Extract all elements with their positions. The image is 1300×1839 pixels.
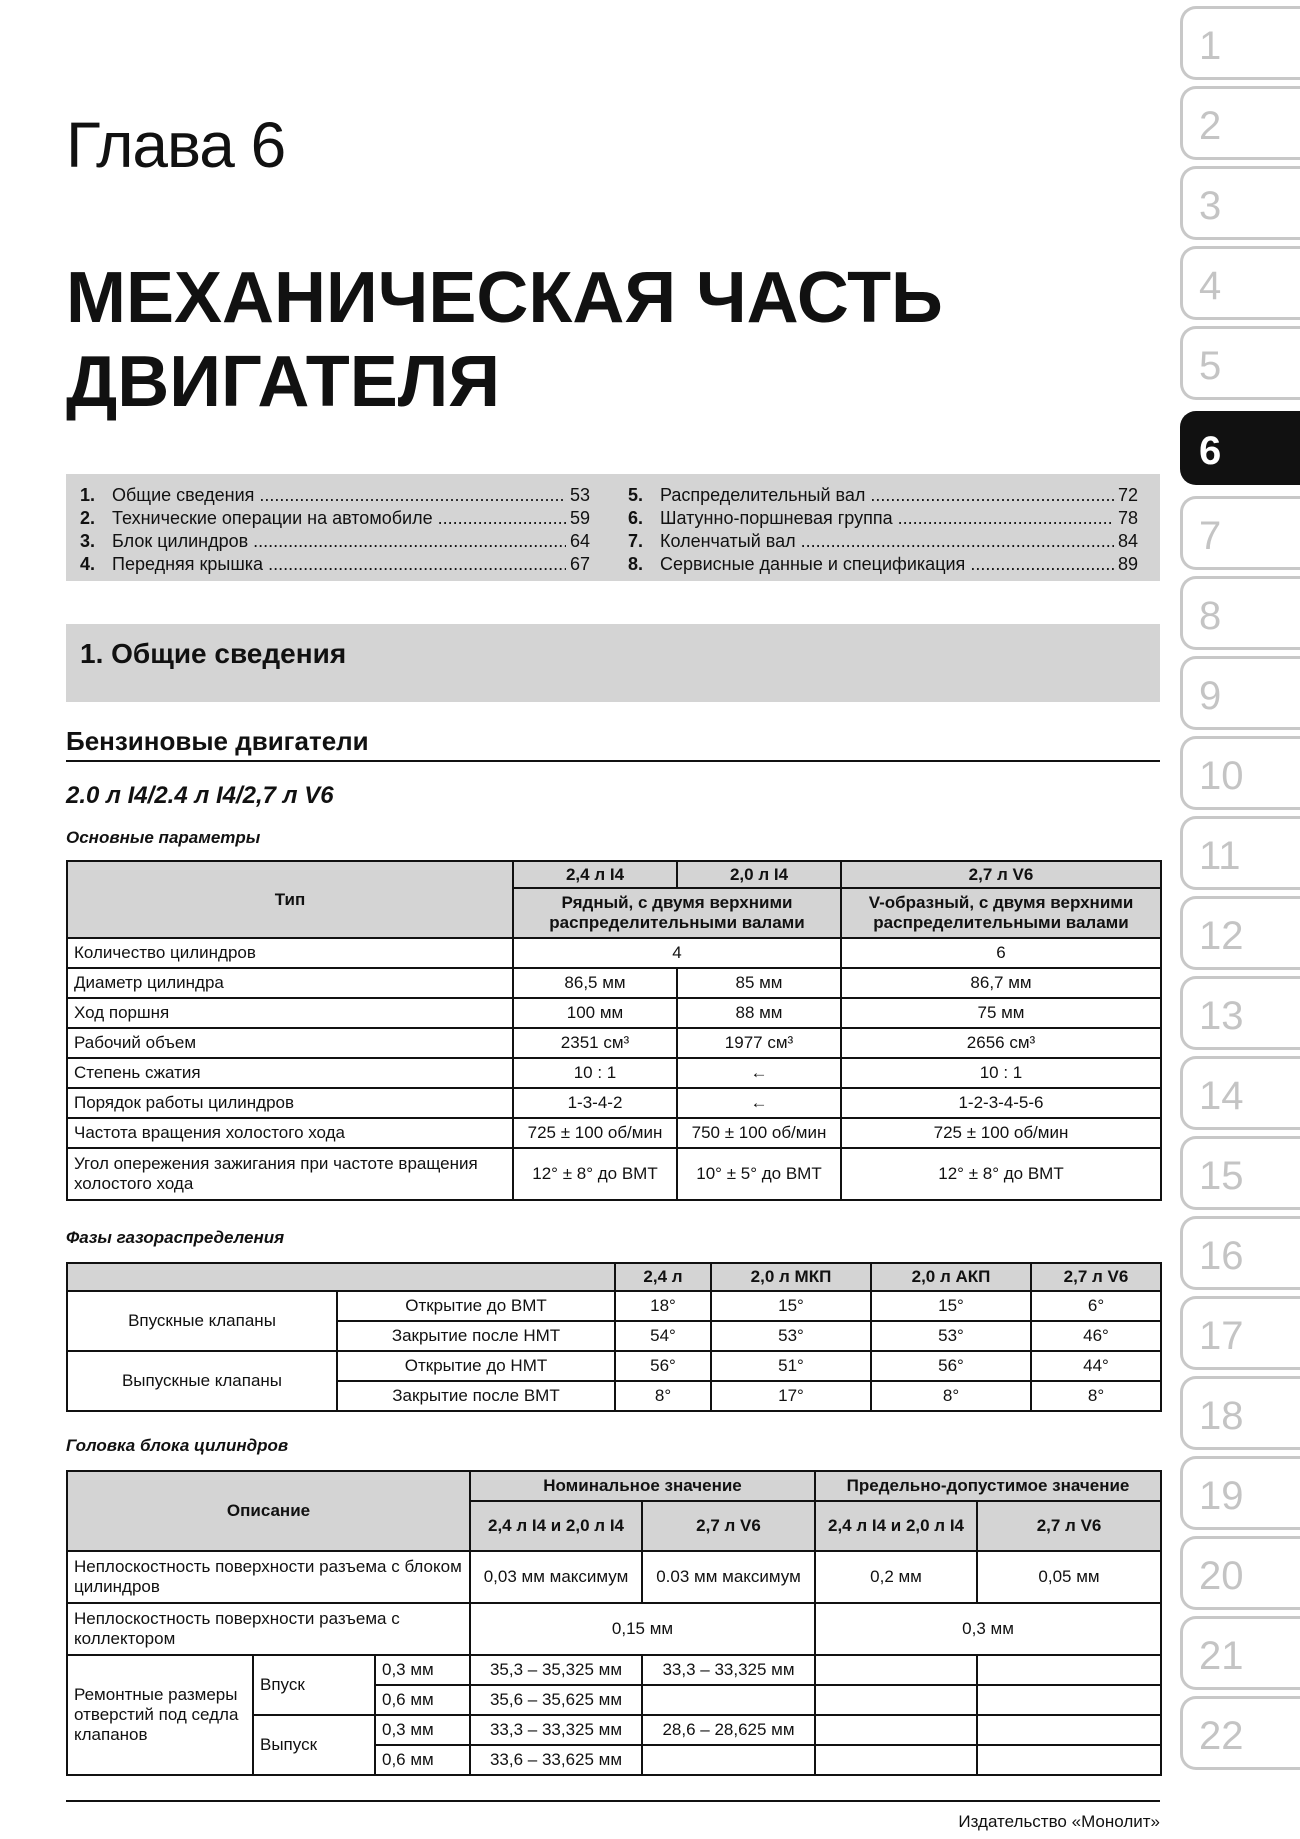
timing-col-header: 2,7 л V6 — [1031, 1263, 1161, 1291]
cell-value: 1-3-4-2 — [513, 1088, 677, 1118]
chapter-label: Глава 6 — [66, 109, 286, 181]
row-label: Диаметр цилиндра — [67, 968, 513, 998]
cell-value: 85 мм — [677, 968, 841, 998]
toc-item[interactable] — [80, 484, 590, 507]
intake-label: Впуск — [253, 1655, 375, 1715]
toc-page: 84 — [1117, 531, 1138, 551]
cell-value: 725 ± 100 об/мин — [841, 1118, 1161, 1148]
tab-chapter-4[interactable]: 4 — [1180, 246, 1300, 320]
cell-value: 10 : 1 — [513, 1058, 677, 1088]
tab-chapter-11[interactable]: 11 — [1180, 816, 1300, 890]
cell-value: 17° — [711, 1381, 871, 1411]
table-row — [67, 1655, 1161, 1685]
cell-value: 6° — [1031, 1291, 1161, 1321]
cell-value: 8° — [615, 1381, 711, 1411]
type-inline: Рядный, с двумя верхними распределительными валами — [513, 888, 841, 938]
toc-number: 5. — [628, 485, 644, 505]
type-v: V-образный, с двумя верхними распределительными валами — [841, 888, 1161, 938]
cell-value — [642, 1685, 815, 1715]
row-label: Закрытие после ВМТ — [337, 1381, 615, 1411]
timing-caption: Фазы газораспределения — [66, 1228, 285, 1247]
cell-value: 4 — [513, 938, 841, 968]
cell-empty — [815, 1715, 977, 1745]
cell-empty — [815, 1685, 977, 1715]
cell-value: ← — [677, 1088, 841, 1118]
tab-chapter-2[interactable]: 2 — [1180, 86, 1300, 160]
cylinder-head-table — [66, 1470, 1162, 1776]
cell-value: 86,5 мм — [513, 968, 677, 998]
tab-chapter-10[interactable]: 10 — [1180, 736, 1300, 810]
row-label: Степень сжатия — [67, 1058, 513, 1088]
tab-chapter-12[interactable]: 12 — [1180, 896, 1300, 970]
heading-rule — [66, 760, 1160, 762]
row-label: Открытие до НМТ — [337, 1351, 615, 1381]
tab-chapter-20[interactable]: 20 — [1180, 1536, 1300, 1610]
size-value: 0,3 мм — [375, 1655, 470, 1685]
toc-item[interactable] — [80, 530, 590, 553]
table-row — [67, 1118, 1161, 1148]
cell-value: 10 : 1 — [841, 1058, 1161, 1088]
toc-page: 78 — [1117, 508, 1138, 528]
size-value: 0,6 мм — [375, 1745, 470, 1775]
timing-col-header: 2,0 л МКП — [711, 1263, 871, 1291]
row-label: Порядок работы цилиндров — [67, 1088, 513, 1118]
cell-value: 10° ± 5° до ВМТ — [677, 1148, 841, 1200]
toc-number: 6. — [628, 508, 644, 528]
intake-valves-label: Впускные клапаны — [67, 1291, 337, 1351]
col-header-2-4-i4: 2,4 л I4 — [513, 861, 677, 888]
cell-value: 12° ± 8° до ВМТ — [841, 1148, 1161, 1200]
toc-label: Сервисные данные и спецификация ..... — [660, 553, 1114, 576]
chapter-title-line-2: ДВИГАТЕЛЯ — [66, 342, 501, 422]
cell-value: 86,7 мм — [841, 968, 1161, 998]
cell-empty — [977, 1685, 1161, 1715]
main-params-table — [66, 860, 1162, 1201]
cell-value: 2351 см³ — [513, 1028, 677, 1058]
tab-chapter-17[interactable]: 17 — [1180, 1296, 1300, 1370]
table-row — [67, 1148, 1161, 1200]
toc-number: 3. — [80, 531, 96, 551]
toc-item[interactable] — [80, 553, 590, 576]
tab-chapter-16[interactable]: 16 — [1180, 1216, 1300, 1290]
cell-value: 54° — [615, 1321, 711, 1351]
tab-chapter-6-active[interactable]: 6 — [1180, 411, 1300, 485]
toc-item[interactable] — [628, 507, 1138, 530]
cell-value: 88 мм — [677, 998, 841, 1028]
toc-number: 4. — [80, 554, 96, 574]
table-row — [67, 1088, 1161, 1118]
toc-page: 89 — [1117, 554, 1138, 574]
cell-empty — [815, 1745, 977, 1775]
toc-label: Коленчатый вал ..... — [660, 530, 1114, 553]
table-row — [67, 1351, 1161, 1381]
tab-chapter-18[interactable]: 18 — [1180, 1376, 1300, 1450]
cell-value: 33,3 – 33,325 мм — [642, 1655, 815, 1685]
footer-rule — [66, 1800, 1160, 1802]
nominal-v6-header: 2,7 л V6 — [642, 1501, 815, 1551]
toc-item[interactable] — [628, 553, 1138, 576]
toc-item[interactable] — [80, 507, 590, 530]
cell-value: 0,2 мм — [815, 1551, 977, 1603]
table-row — [67, 998, 1161, 1028]
cell-value: 44° — [1031, 1351, 1161, 1381]
toc-number: 2. — [80, 508, 96, 528]
col-header-2-0-i4: 2,0 л I4 — [677, 861, 841, 888]
tab-chapter-19[interactable]: 19 — [1180, 1456, 1300, 1530]
cell-value: 53° — [871, 1321, 1031, 1351]
cell-value: 33,6 – 33,625 мм — [470, 1745, 642, 1775]
row-label: Неплоскостность поверхности разъема с блоком цилиндров — [67, 1551, 470, 1603]
toc-label: Распределительный вал ..... — [660, 484, 1114, 507]
toc-page: 53 — [569, 485, 590, 505]
cell-value: 725 ± 100 об/мин — [513, 1118, 677, 1148]
nominal-i4-header: 2,4 л I4 и 2,0 л I4 — [470, 1501, 642, 1551]
tab-chapter-1[interactable]: 1 — [1180, 6, 1300, 80]
cell-value: 1-2-3-4-5-6 — [841, 1088, 1161, 1118]
toc-number: 1. — [80, 485, 96, 505]
nominal-header: Номинальное значение — [470, 1471, 815, 1501]
repair-sizes-label: Ремонтные размеры отверстий под седла клапанов — [67, 1655, 253, 1775]
row-label: Рабочий объем — [67, 1028, 513, 1058]
engine-subheading: 2.0 л I4/2.4 л I4/2,7 л V6 — [66, 782, 334, 809]
row-label: Частота вращения холостого хода — [67, 1118, 513, 1148]
cell-value: 15° — [871, 1291, 1031, 1321]
cell-value: 18° — [615, 1291, 711, 1321]
cell-value: 8° — [871, 1381, 1031, 1411]
toc-number: 8. — [628, 554, 644, 574]
row-label: Количество цилиндров — [67, 938, 513, 968]
cell-value: 35,6 – 35,625 мм — [470, 1685, 642, 1715]
toc-label: Передняя крышка ..... — [112, 553, 566, 576]
cell-value: 15° — [711, 1291, 871, 1321]
toc-label: Технические операции на автомобиле ..... — [112, 507, 566, 530]
toc-column-left — [80, 484, 590, 576]
cell-value: 0.03 мм максимум — [642, 1551, 815, 1603]
toc-item[interactable] — [628, 530, 1138, 553]
section-header — [66, 624, 1160, 702]
cell-value: 1977 см³ — [677, 1028, 841, 1058]
chapter-title — [66, 256, 943, 424]
cell-value: 53° — [711, 1321, 871, 1351]
col-header-2-7-v6: 2,7 л V6 — [841, 861, 1161, 888]
row-label: Угол опережения зажигания при частоте вращения холостого хода — [67, 1148, 513, 1200]
cell-value: 6 — [841, 938, 1161, 968]
cell-empty — [815, 1655, 977, 1685]
cell-value — [642, 1745, 815, 1775]
timing-col-header: 2,4 л — [615, 1263, 711, 1291]
valve-timing-table — [66, 1262, 1162, 1412]
toc-label: Шатунно-поршневая группа ..... — [660, 507, 1114, 530]
cell-value: 100 мм — [513, 998, 677, 1028]
table-row — [67, 1058, 1161, 1088]
type-header: Тип — [67, 861, 513, 938]
row-label: Открытие до ВМТ — [337, 1291, 615, 1321]
tab-chapter-14[interactable]: 14 — [1180, 1056, 1300, 1130]
table-row — [67, 938, 1161, 968]
cell-empty — [977, 1655, 1161, 1685]
toc-number: 7. — [628, 531, 644, 551]
cell-value: 33,3 – 33,325 мм — [470, 1715, 642, 1745]
cell-value: 12° ± 8° до ВМТ — [513, 1148, 677, 1200]
limit-v6-header: 2,7 л V6 — [977, 1501, 1161, 1551]
cell-value: 0,05 мм — [977, 1551, 1161, 1603]
toc-page: 64 — [569, 531, 590, 551]
tab-chapter-15[interactable]: 15 — [1180, 1136, 1300, 1210]
cell-value: 46° — [1031, 1321, 1161, 1351]
cell-value: 750 ± 100 об/мин — [677, 1118, 841, 1148]
petrol-engines-heading: Бензиновые двигатели — [66, 726, 369, 756]
size-value: 0,6 мм — [375, 1685, 470, 1715]
description-header: Описание — [67, 1471, 470, 1551]
cell-value: 2656 см³ — [841, 1028, 1161, 1058]
cell-value: 0,3 мм — [815, 1603, 1161, 1655]
toc-page: 72 — [1117, 485, 1138, 505]
table-of-contents — [66, 474, 1160, 581]
cell-value: ← — [677, 1058, 841, 1088]
cell-value: 56° — [615, 1351, 711, 1381]
cell-empty — [977, 1715, 1161, 1745]
timing-col-header: 2,0 л АКП — [871, 1263, 1031, 1291]
tab-chapter-3[interactable]: 3 — [1180, 166, 1300, 240]
cell-empty — [977, 1745, 1161, 1775]
toc-column-right — [628, 484, 1138, 576]
exhaust-valves-label: Выпускные клапаны — [67, 1351, 337, 1411]
row-label: Ход поршня — [67, 998, 513, 1028]
cell-value: 0,15 мм — [470, 1603, 815, 1655]
tab-chapter-7[interactable]: 7 — [1180, 496, 1300, 570]
tab-chapter-8[interactable]: 8 — [1180, 576, 1300, 650]
toc-label: Общие сведения ..... — [112, 484, 566, 507]
cell-value: 56° — [871, 1351, 1031, 1381]
cell-value: 75 мм — [841, 998, 1161, 1028]
table-row — [67, 1603, 1161, 1655]
table-row — [67, 1551, 1161, 1603]
cell-value: 28,6 – 28,625 мм — [642, 1715, 815, 1745]
cell-value: 0,03 мм максимум — [470, 1551, 642, 1603]
limit-header: Предельно-допустимое значение — [815, 1471, 1161, 1501]
toc-label: Блок цилиндров ..... — [112, 530, 566, 553]
publisher-footer: Издательство «Монолит» — [958, 1812, 1160, 1831]
limit-i4-header: 2,4 л I4 и 2,0 л I4 — [815, 1501, 977, 1551]
cell-value: 35,3 – 35,325 мм — [470, 1655, 642, 1685]
tab-chapter-5[interactable]: 5 — [1180, 326, 1300, 400]
table-row — [67, 968, 1161, 998]
chapter-title-line-1: МЕХАНИЧЕСКАЯ ЧАСТЬ — [66, 258, 943, 338]
exhaust-label: Выпуск — [253, 1715, 375, 1775]
row-label: Неплоскостность поверхности разъема с коллектором — [67, 1603, 470, 1655]
tab-chapter-22[interactable]: 22 — [1180, 1696, 1300, 1770]
toc-page: 59 — [569, 508, 590, 528]
size-value: 0,3 мм — [375, 1715, 470, 1745]
toc-page: 67 — [569, 554, 590, 574]
timing-header-blank — [67, 1263, 615, 1291]
tab-chapter-9[interactable]: 9 — [1180, 656, 1300, 730]
table-row — [67, 1291, 1161, 1321]
row-label: Закрытие после НМТ — [337, 1321, 615, 1351]
cell-value: 8° — [1031, 1381, 1161, 1411]
cell-value: 51° — [711, 1351, 871, 1381]
params-caption: Основные параметры — [66, 828, 261, 847]
table-row — [67, 1028, 1161, 1058]
section-title: 1. Общие сведения — [80, 638, 347, 669]
tab-chapter-21[interactable]: 21 — [1180, 1616, 1300, 1690]
tab-chapter-13[interactable]: 13 — [1180, 976, 1300, 1050]
head-caption: Головка блока цилиндров — [66, 1436, 289, 1455]
toc-item[interactable] — [628, 484, 1138, 507]
